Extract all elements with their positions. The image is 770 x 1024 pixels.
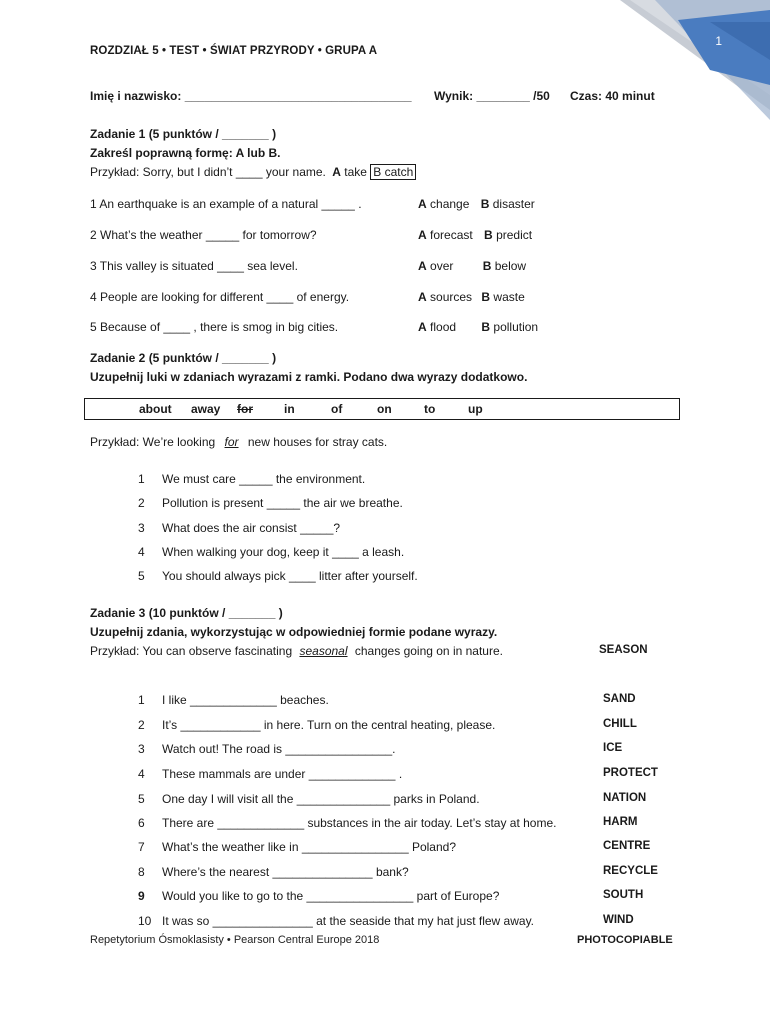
task2-heading: Zadanie 2 (5 punktów / _______ ) bbox=[90, 351, 277, 365]
task3-item: Where’s the nearest _______________ bank? bbox=[162, 865, 409, 879]
task1-example-b-circled: B catch bbox=[370, 164, 416, 180]
task3-example-before: Przykład: You can observe fascinating bbox=[90, 644, 293, 658]
task3-word: HARM bbox=[603, 816, 638, 828]
test-title: ROZDZIAŁ 5 • TEST • ŚWIAT PRZYRODY • GRUPA A bbox=[90, 45, 378, 57]
score-field-label: Wynik: ________ /50 bbox=[434, 89, 550, 103]
word-box bbox=[84, 398, 680, 420]
item-number: 10 bbox=[138, 914, 152, 928]
word-box-item: to bbox=[424, 402, 436, 416]
task2-example bbox=[90, 435, 387, 449]
task3-word: RECYCLE bbox=[603, 865, 658, 877]
item-number: 2 bbox=[138, 496, 145, 510]
word-box-item: of bbox=[331, 402, 343, 416]
task3-word: SOUTH bbox=[603, 889, 644, 901]
task3-item: Would you like to go to the ________________ part of Europe? bbox=[162, 889, 500, 903]
task3-word: SAND bbox=[603, 693, 636, 705]
task3-item: One day I will visit all the ______________ parks in Poland. bbox=[162, 792, 480, 806]
task2-item: You should always pick ____ litter after yourself. bbox=[162, 569, 418, 583]
option-a[interactable]: over bbox=[430, 259, 454, 273]
task1-instruction: Zakreśl poprawną formę: A lub B. bbox=[90, 146, 281, 160]
task1-example-text: Przykład: Sorry, but I didn’t ____ your name. bbox=[90, 165, 326, 179]
task1-options bbox=[418, 228, 532, 242]
task1-example-a-letter: A bbox=[332, 165, 341, 179]
item-number: 5 bbox=[138, 792, 145, 806]
item-number: 1 bbox=[138, 472, 145, 486]
footer-photocopiable: PHOTOCOPIABLE bbox=[577, 934, 673, 946]
option-b[interactable]: pollution bbox=[493, 320, 539, 334]
task2-instruction: Uzupełnij luki w zdaniach wyrazami z ramki. Podano dwa wyrazy dodatkowo. bbox=[90, 370, 528, 384]
item-number: 7 bbox=[138, 840, 145, 854]
option-a-letter: A bbox=[418, 290, 427, 304]
option-a-letter: A bbox=[418, 228, 427, 242]
task1-options bbox=[418, 320, 538, 334]
option-a-letter: A bbox=[418, 259, 427, 273]
task3-item: There are _____________ substances in the air today. Let’s stay at home. bbox=[162, 816, 557, 830]
footer-credit: Repetytorium Ósmoklasisty • Pearson Central Europe 2018 bbox=[90, 934, 380, 946]
task2-item: What does the air consist _____? bbox=[162, 521, 341, 535]
option-b[interactable]: predict bbox=[496, 228, 533, 242]
option-a[interactable]: sources bbox=[430, 290, 473, 304]
option-a-letter: A bbox=[418, 320, 427, 334]
task2-item: When walking your dog, keep it ____ a leash. bbox=[162, 545, 405, 559]
item-number: 5 bbox=[138, 569, 145, 583]
task3-example-answer: seasonal bbox=[299, 644, 348, 658]
item-number: 2 bbox=[138, 718, 145, 732]
task3-item: It’s ____________ in here. Turn on the central heating, please. bbox=[162, 718, 496, 732]
option-b-letter: B bbox=[481, 290, 491, 304]
word-box-item: in bbox=[284, 402, 295, 416]
task1-example bbox=[90, 165, 416, 179]
task3-example bbox=[90, 644, 503, 658]
task3-instruction: Uzupełnij zdania, wykorzystując w odpowiedniej formie podane wyrazy. bbox=[90, 625, 498, 639]
item-number: 8 bbox=[138, 865, 145, 879]
word-box-item-crossed: for bbox=[237, 402, 253, 416]
task3-word: CENTRE bbox=[603, 840, 651, 852]
word-box-item: up bbox=[468, 402, 483, 416]
item-number: 3 bbox=[138, 521, 145, 535]
task1-item: 1 An earthquake is an example of a natural _____ . bbox=[90, 197, 362, 211]
item-number: 1 bbox=[138, 693, 145, 707]
task3-item: These mammals are under _____________ . bbox=[162, 767, 403, 781]
task2-example-before: Przykład: We’re looking bbox=[90, 435, 216, 449]
word-box-item: away bbox=[191, 402, 221, 416]
task1-item: 2 What’s the weather _____ for tomorrow? bbox=[90, 228, 317, 242]
task3-item: Watch out! The road is ________________. bbox=[162, 742, 396, 756]
name-field-label: Imię i nazwisko: __________________________________ bbox=[90, 89, 412, 103]
item-number: 6 bbox=[138, 816, 145, 830]
task3-word: PROTECT bbox=[603, 767, 658, 779]
task3-word: WIND bbox=[603, 914, 634, 926]
option-b[interactable]: waste bbox=[493, 290, 525, 304]
time-label: Czas: 40 minut bbox=[570, 89, 655, 103]
task1-item: 3 This valley is situated ____ sea level. bbox=[90, 259, 298, 273]
task2-example-answer: for bbox=[224, 435, 239, 449]
task3-heading: Zadanie 3 (10 punktów / _______ ) bbox=[90, 606, 283, 620]
page-number: 1 bbox=[715, 34, 722, 48]
page-corner-decoration bbox=[560, 0, 770, 130]
word-box-item: about bbox=[139, 402, 172, 416]
item-number: 3 bbox=[138, 742, 145, 756]
task1-options bbox=[418, 197, 535, 211]
option-a-letter: A bbox=[418, 197, 427, 211]
task3-item: What’s the weather like in ________________ Poland? bbox=[162, 840, 456, 854]
task1-item: 5 Because of ____ , there is smog in big cities. bbox=[90, 320, 339, 334]
word-box-item: on bbox=[377, 402, 392, 416]
option-a[interactable]: forecast bbox=[430, 228, 473, 242]
option-a[interactable]: change bbox=[430, 197, 470, 211]
item-number: 4 bbox=[138, 545, 145, 559]
task3-word: NATION bbox=[603, 792, 647, 804]
task1-example-a-word: take bbox=[344, 165, 367, 179]
option-b[interactable]: disaster bbox=[492, 197, 535, 211]
option-b-letter: B bbox=[481, 320, 491, 334]
task3-item: I like _____________ beaches. bbox=[162, 693, 329, 707]
task1-options bbox=[418, 290, 525, 304]
task3-example-word: SEASON bbox=[599, 644, 648, 656]
task2-item: Pollution is present _____ the air we breathe. bbox=[162, 496, 403, 510]
option-b-letter: B bbox=[480, 197, 490, 211]
item-number: 9 bbox=[138, 889, 145, 903]
option-b[interactable]: below bbox=[494, 259, 527, 273]
task2-example-after: new houses for stray cats. bbox=[247, 435, 388, 449]
option-b-letter: B bbox=[484, 228, 493, 242]
task3-item: It was so _______________ at the seaside that my hat just flew away. bbox=[162, 914, 535, 928]
option-a[interactable]: flood bbox=[430, 320, 457, 334]
task3-word: ICE bbox=[603, 742, 623, 754]
task3-word: CHILL bbox=[603, 718, 637, 730]
task1-options bbox=[418, 259, 526, 273]
task1-heading: Zadanie 1 (5 punktów / _______ ) bbox=[90, 127, 277, 141]
option-b-letter: B bbox=[482, 259, 492, 273]
task1-item: 4 People are looking for different ____ of energy. bbox=[90, 290, 350, 304]
item-number: 4 bbox=[138, 767, 145, 781]
task2-item: We must care _____ the environment. bbox=[162, 472, 366, 486]
task3-example-after: changes going on in nature. bbox=[354, 644, 503, 658]
